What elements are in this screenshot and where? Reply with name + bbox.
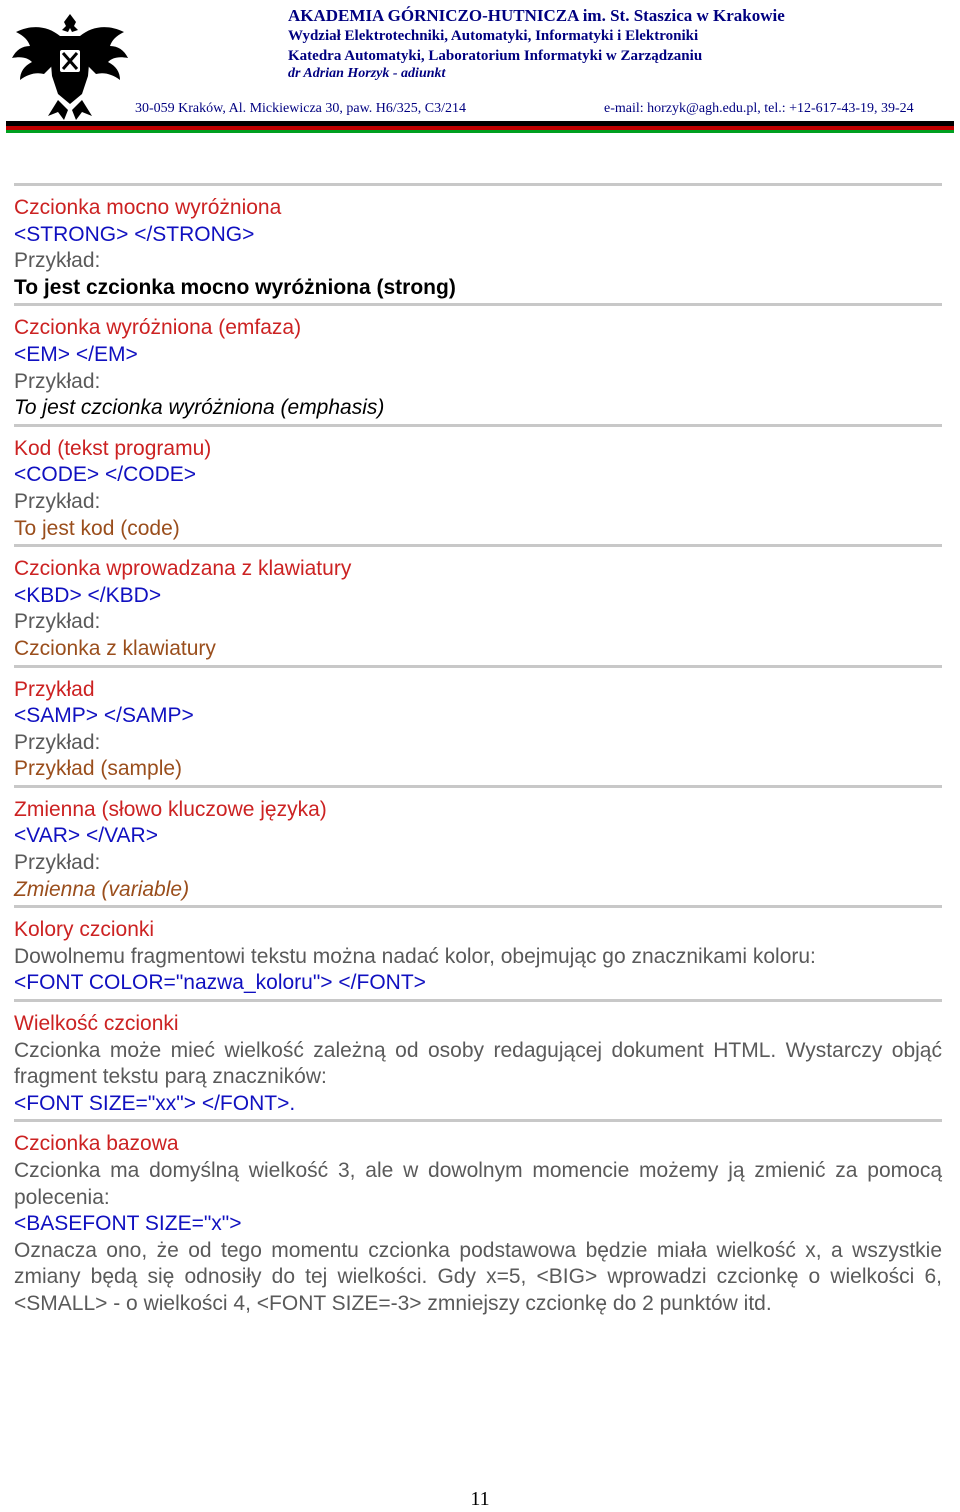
- section-var: [14, 788, 942, 905]
- header-stripe-green: [6, 130, 954, 133]
- address: 30-059 Kraków, Al. Mickiewicza 30, paw. H6/325, C3/214: [135, 101, 467, 116]
- section-title: Przykład: [14, 677, 95, 701]
- example-label: Przykład:: [14, 851, 101, 875]
- page-number: 11: [470, 1488, 490, 1510]
- example-text: To jest czcionka wyróżniona (emphasis): [14, 396, 385, 420]
- section-title: Kod (tekst programu): [14, 436, 212, 460]
- example-text: Przykład (sample): [14, 757, 183, 781]
- section-text: Dowolnemu fragmentowi tekstu można nadać kolor, obejmując go znacznikami koloru:: [14, 944, 816, 968]
- section-basefont: [14, 1122, 942, 1319]
- section-title: Czcionka bazowa: [14, 1132, 179, 1156]
- page-header: [0, 0, 960, 140]
- section-tag: <VAR> </VAR>: [14, 824, 158, 848]
- section-title: Wielkość czcionki: [14, 1012, 179, 1036]
- section-tag: <FONT SIZE="xx"> </FONT>.: [14, 1091, 296, 1115]
- section-code: [14, 427, 942, 544]
- section-tag: <BASEFONT SIZE="x">: [14, 1212, 242, 1236]
- section-tag: <EM> </EM>: [14, 342, 138, 366]
- section-strong: [14, 186, 942, 303]
- example-label: Przykład:: [14, 249, 101, 273]
- section-tag: <CODE> </CODE>: [14, 463, 197, 487]
- author-name: dr Adrian Horzyk - adiunkt: [288, 66, 446, 81]
- section-tag: <KBD> </KBD>: [14, 583, 162, 607]
- university-name: AKADEMIA GÓRNICZO-HUTNICZA im. St. Staszica w Krakowie: [288, 6, 785, 25]
- document-body: [14, 183, 942, 1320]
- contact: e-mail: horzyk@agh.edu.pl, tel.: +12-617-43-19, 39-24: [604, 101, 914, 116]
- department-name: Katedra Automatyki, Laboratorium Informatyki w Zarządzaniu: [288, 48, 703, 64]
- section-text: Czcionka może mieć wielkość zależną od osoby redagującej dokument HTML. Wystarczy objąć fragment tekstu parą znaczników:: [14, 1038, 942, 1089]
- section-colors: [14, 908, 942, 999]
- section-kbd: [14, 547, 942, 664]
- section-tag: <FONT COLOR="nazwa_koloru"> </FONT>: [14, 971, 426, 995]
- example-label: Przykład:: [14, 730, 101, 754]
- section-text: Czcionka ma domyślną wielkość 3, ale w dowolnym momencie możemy ją zmienić za pomocą polecenia:: [14, 1159, 942, 1209]
- faculty-name: Wydział Elektrotechniki, Automatyki, Informatyki i Elektroniki: [288, 28, 699, 44]
- section-tag: <STRONG> </STRONG>: [14, 222, 255, 246]
- section-tag: <SAMP> </SAMP>: [14, 704, 194, 728]
- example-text: Zmienna (variable): [14, 877, 190, 901]
- example-text: To jest kod (code): [14, 516, 180, 540]
- section-title: Czcionka mocno wyróżniona: [14, 196, 282, 219]
- section-em: [14, 306, 942, 423]
- example-label: Przykład:: [14, 369, 101, 393]
- example-label: Przykład:: [14, 610, 101, 634]
- section-text-2: Oznacza ono, że od tego momentu czcionka podstawowa będzie miała wielkość x, a wszystkie zmiany będą się odnosiły do tej wielkości. Gdy x=5, <BIG> wprowadzi czcionkę o wielkości 6, <SMALL> - o wielkości 4, <FONT SIZE=-3> zmniejszy czcionkę do 2 punktów itd.: [14, 1238, 942, 1315]
- section-samp: [14, 668, 942, 785]
- example-label: Przykład:: [14, 489, 101, 513]
- section-title: Czcionka wprowadzana z klawiatury: [14, 557, 352, 581]
- section-size: [14, 1002, 942, 1119]
- section-title: Czcionka wyróżniona (emfaza): [14, 316, 302, 340]
- eagle-emblem-icon: [8, 6, 132, 124]
- section-title: Kolory czcionki: [14, 918, 155, 942]
- example-text: Czcionka z klawiatury: [14, 636, 216, 660]
- example-text: To jest czcionka mocno wyróżniona (strong): [14, 275, 456, 299]
- section-title: Zmienna (słowo kluczowe języka): [14, 797, 327, 821]
